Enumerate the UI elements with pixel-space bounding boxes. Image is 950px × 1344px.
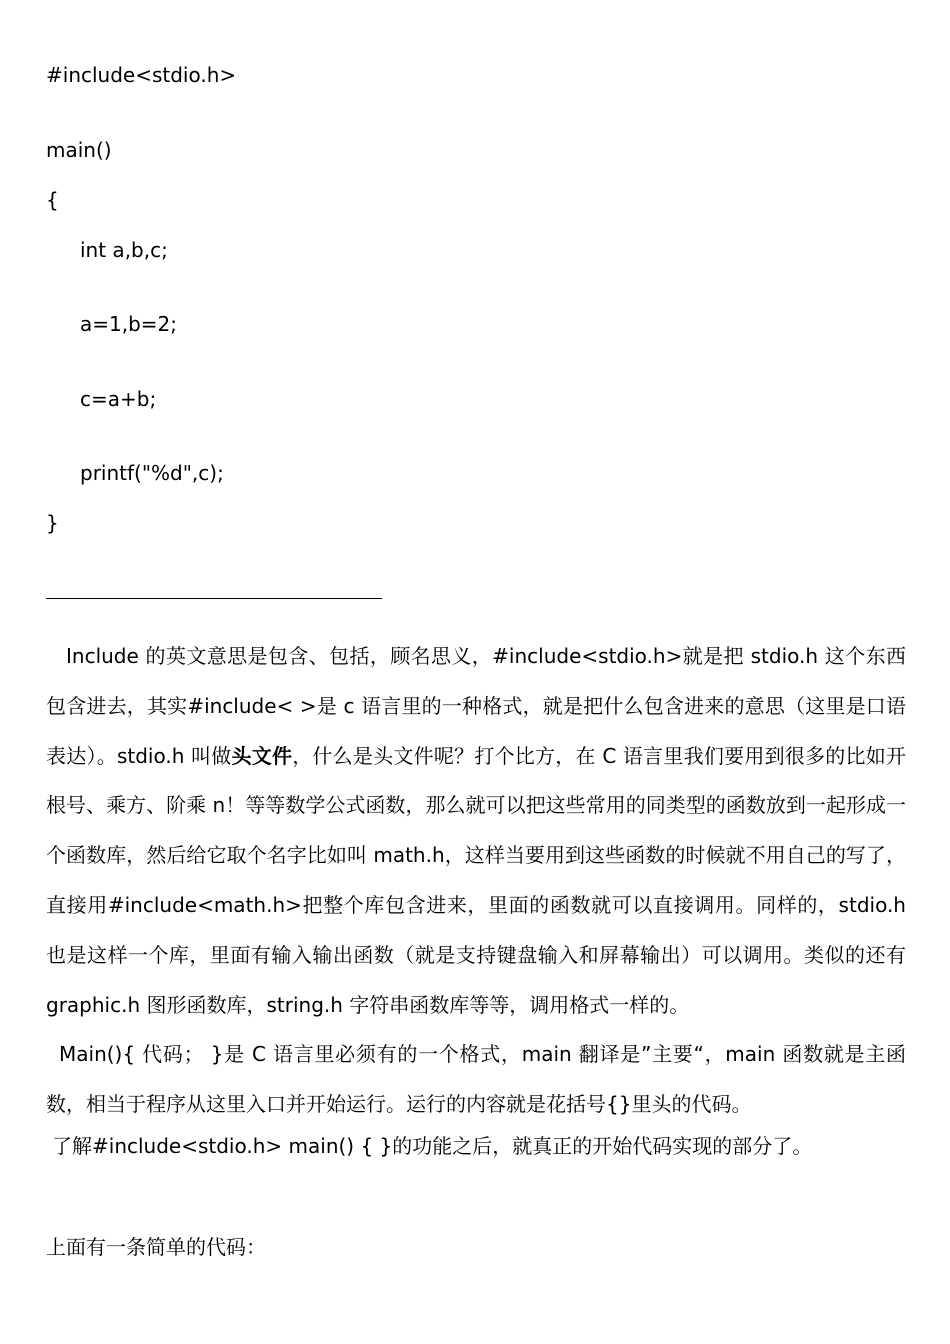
header-file-term: 头文件	[231, 743, 293, 768]
section-divider	[46, 598, 382, 599]
include-explanation-paragraph	[46, 632, 906, 1030]
transition-sentence: 了解#include<stdio.h> main() { }的功能之后，就真正的开始代码实现的部分了。	[52, 1134, 813, 1158]
include-explanation-text: Include 的英文意思是包含、包括，顾名思义，#include<stdio.h>就是把 stdio.h 这个东西包含进去，其实#include< >是 c 语言里的一种格式，就是把什么包含进来的意思（这里是口语表达）。stdio.h 叫做	[46, 644, 906, 768]
code-printf-line: printf("%d",c);	[80, 461, 224, 485]
code-intro-sentence: 上面有一条简单的代码：	[46, 1235, 266, 1259]
code-close-brace: }	[46, 511, 59, 535]
code-sum-line: c=a+b;	[80, 387, 157, 411]
code-include-line: #include<stdio.h>	[46, 63, 237, 87]
include-explanation-text-continued: ，什么是头文件呢？打个比方，在 C 语言里我们要用到很多的比如开根号、乘方、阶乘 n！等等数学公式函数，那么就可以把这些常用的同类型的函数放到一起形成一个函数库，然后给它取个名字比如叫 math.h，这样当要用到这些函数的时候就不用自己的写了，直接用#include<math.h>把整个库包含进来，里面的函数就可以直接调用。同样的，stdio.h 也是这样一个库，里面有输入输出函数（就是支持键盘输入和屏幕输出）可以调用。类似的还有 graphic.h 图形函数库，string.h 字符串函数库等等，调用格式一样的。	[46, 743, 907, 1017]
code-main-line: main()	[46, 138, 112, 162]
code-open-brace: {	[46, 188, 59, 212]
main-explanation-paragraph: Main(){ 代码； }是 C 语言里必须有的一个格式，main 翻译是”主要“，main 函数就是主函数，相当于程序从这里入口并开始运行。运行的内容就是花括号{}里头的代码。	[46, 1042, 906, 1116]
code-declaration-line: int a,b,c;	[80, 238, 168, 262]
code-assignment-line: a=1,b=2;	[80, 312, 178, 336]
